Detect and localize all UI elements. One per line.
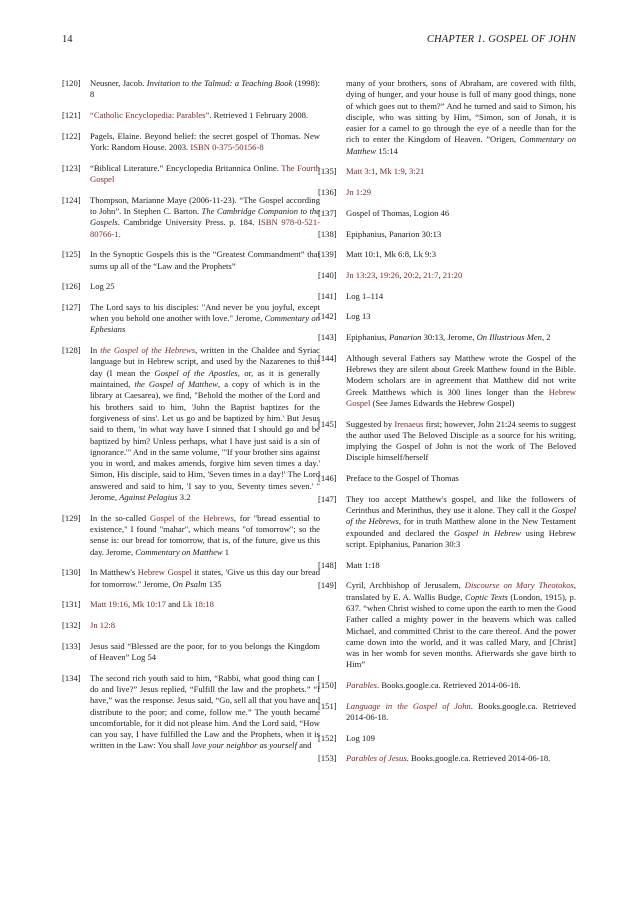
reference-text: Epiphanius, Panarion 30:13 — [346, 228, 442, 239]
reference-text: it states, 'Give us this day our bread for tomorrow." Jerome, — [90, 567, 320, 589]
reference-text: Jesus said “Blessed are the poor, for to you belongs the Kingdom of Heaven” Log 54 — [90, 640, 320, 662]
reference-number: [128] — [62, 345, 81, 356]
reference-text: They too accept Matthew's gospel, and like the followers of Cerinthus and Merinthus, they use it alone. They call it the — [346, 493, 576, 516]
reference-text: and — [165, 599, 183, 610]
reference-number: [123] — [62, 162, 81, 173]
reference-number: [150] — [318, 680, 337, 691]
reference-number: [152] — [318, 732, 337, 743]
reference-item — [318, 311, 576, 322]
reference-text: using Hebrew script. Epiphanius, Panarion 30:3 — [346, 527, 577, 549]
reference-number: [142] — [318, 311, 337, 322]
references-right-column — [318, 78, 576, 774]
reference-item — [62, 302, 320, 336]
page-header — [62, 34, 576, 50]
reference-link[interactable]: Hebrew Gospel — [137, 567, 192, 578]
reference-text: Invitation to the Talmud: a Teaching Book — [146, 78, 293, 88]
reference-text: Gospel of the Apostles — [154, 367, 238, 378]
reference-number: [122] — [62, 130, 81, 141]
reference-link[interactable]: 3:21 — [409, 166, 425, 177]
reference-text: “Biblical Literature.” Encyclopedia Britannica Online. — [90, 162, 282, 173]
reference-134-continuation — [318, 78, 576, 157]
reference-text: , — [399, 269, 404, 280]
reference-number: [151] — [318, 700, 337, 711]
reference-number: [136] — [318, 187, 337, 198]
reference-text: 1 — [222, 546, 230, 557]
reference-text: and — [296, 740, 312, 751]
reference-text: , 2 — [541, 331, 551, 342]
reference-link[interactable]: Irenaeus — [394, 418, 424, 429]
reference-text: . Books.google.ca. Retrieved 2014-06-18. — [406, 753, 551, 764]
reference-link[interactable]: Hebrew Gospel — [346, 386, 576, 408]
reference-link[interactable]: Jn 13:23 — [346, 269, 376, 280]
reference-number: [131] — [62, 599, 81, 610]
reference-item — [318, 753, 576, 764]
reference-text: Log 25 — [90, 281, 115, 292]
reference-number: [133] — [62, 640, 81, 651]
reference-text: , — [375, 166, 380, 177]
reference-link[interactable]: the Gospel of the Hebrews — [100, 345, 196, 356]
reference-number: [126] — [62, 281, 81, 292]
reference-text: Matt 10:1, Mk 6:8, Lk 9:3 — [346, 249, 436, 260]
reference-number: [148] — [318, 559, 337, 570]
reference-item — [318, 580, 576, 670]
reference-item — [62, 78, 320, 101]
reference-number: [135] — [318, 166, 337, 177]
reference-number: [124] — [62, 194, 81, 205]
reference-text: , — [404, 166, 410, 177]
reference-number: [149] — [318, 580, 337, 591]
reference-item — [318, 332, 576, 343]
reference-text: Gospel in Hebrew — [453, 527, 522, 538]
reference-link[interactable]: Language in the Gospel of John — [346, 700, 471, 711]
reference-link[interactable]: 20:2 — [403, 269, 419, 280]
reference-text: Panarion — [388, 331, 422, 342]
reference-number: [139] — [318, 249, 337, 260]
reference-text: Gospel of Thomas, Logion 46 — [346, 207, 450, 218]
continuation-text: many of your brothers, sons of Abraham, are covered with filth, dying of hunger, and your house is full of many good things, none of which goes out to them?” And he turned and said to Simon, his disciple, who was sitting by Him, “Simon, son of Jonah, it is easier for a camel to go through the eye of a needle than for the rich to enter the Kingdom of Heaven. ”Origen, — [346, 78, 576, 145]
reference-text: love your neighbor as yourself — [191, 740, 297, 751]
reference-text: The Cambridge Companion to the Gospels — [90, 205, 320, 228]
reference-text: . Cambridge University Press. p. 184. — [117, 217, 259, 228]
reference-text: Matt 1:18 — [346, 559, 380, 570]
reference-text: Coptic Texts — [464, 591, 508, 602]
reference-item — [62, 345, 320, 503]
reference-text: Commentary on Matthew — [135, 546, 223, 557]
reference-item — [62, 281, 320, 292]
reference-item — [318, 270, 576, 281]
reference-link[interactable]: Mk 10:17 — [132, 599, 166, 610]
reference-text: 3.2 — [177, 492, 191, 503]
reference-text: , translated by E. A. Wallis Budge, — [346, 580, 576, 602]
reference-link[interactable]: ISBN 0-375-50156-8 — [190, 141, 264, 152]
reference-link[interactable]: Gospel of the Hebrews — [150, 512, 234, 523]
reference-number: [134] — [62, 672, 81, 683]
reference-number: [153] — [318, 753, 337, 764]
reference-link[interactable]: The Fourth Gospel — [90, 162, 320, 184]
reference-item — [318, 733, 576, 744]
reference-link[interactable]: Lk 18:18 — [182, 599, 214, 610]
reference-number: [145] — [318, 418, 337, 429]
reference-item — [318, 249, 576, 260]
reference-text: . — [118, 228, 121, 239]
reference-text: In — [90, 345, 101, 356]
reference-text: The second rich youth said to him, “Rabbi, what good thing can I do and live?” Jesus replied, “Fulfill the law and the prophets.” “I have,” was the response. Jesus said, “Go, sell all that you have and distribute to the poor; and come, follow me.” The youth became uncomfortable, for it did not please him. And the Lord said, “How can you say, I have fulfilled the Law and the Prophets, when it is written in the Law: You shall — [90, 672, 320, 751]
reference-link[interactable]: “Catholic Encyclopedia: Parables” — [90, 109, 210, 120]
reference-text: Pagels, Elaine. Beyond belief: the secret gospel of Thomas. New York: Random House. 2003. — [90, 130, 320, 152]
reference-text: Log 1–114 — [346, 290, 384, 301]
reference-text: . Books.google.ca. Retrieved 2014-06-18. — [377, 680, 521, 691]
reference-item — [318, 701, 576, 724]
reference-text: (See James Edwards the Hebrew Gospel) — [370, 397, 515, 408]
reference-text: , for in truth Matthew alone in the New Testament expounded and declared the — [346, 516, 576, 538]
reference-item — [318, 560, 576, 571]
reference-item — [318, 419, 576, 464]
reference-text: Neusner, Jacob. — [90, 78, 147, 88]
reference-item — [318, 166, 576, 177]
reference-text: Suggested by — [346, 418, 395, 429]
reference-text: Log 13 — [346, 311, 371, 322]
reference-text: , — [418, 269, 424, 280]
reference-number: [141] — [318, 290, 337, 301]
reference-text: Gospel of the Hebrews — [346, 505, 576, 527]
continuation-tail: 15:14 — [376, 145, 398, 156]
reference-text: Cyril, Archbishop of Jerusalem, — [346, 580, 465, 591]
reference-text: In the so-called — [90, 512, 150, 523]
reference-text: 135 — [206, 578, 222, 589]
reference-item — [62, 513, 320, 558]
reference-text: . Retrieved 1 February 2008. — [209, 109, 309, 120]
reference-link[interactable]: Jn 12:8 — [90, 619, 116, 630]
reference-item — [318, 208, 576, 219]
continuation-italic: Commentary on Matthew — [346, 134, 576, 156]
reference-item — [62, 673, 320, 752]
reference-text: (1998): 8 — [90, 78, 320, 100]
reference-item — [62, 567, 320, 590]
reference-text: , a copy of which is in the library at Caesarea), we find, "Behold the mother of the Lord and his brothers said to him, 'John the Baptist baptizes for the forgiveness of sins'. Let us go and be baptized by him.' But Jesus said to them, 'in what way have I sinned that I should go and be baptized by him? Unless perhaps, what I have just said is a sin of ignorance.'" And in the same volume, "'If your brother sins against you in word, and makes amends, forgive him seven times a day.' Simon, His disciple, said to Him, 'Seven times in a day!' The Lord answered and said to him, 'I say to you, Seventy times seven.' " Jerome, — [90, 379, 320, 503]
reference-text: , — [127, 599, 133, 610]
references-left-column — [62, 78, 320, 761]
reference-text: , — [438, 269, 443, 280]
reference-link[interactable]: Parables — [346, 680, 378, 691]
reference-link[interactable]: 19:26 — [379, 269, 400, 280]
reference-item — [318, 473, 576, 484]
reference-number: [144] — [318, 352, 337, 363]
reference-text: On Illustrious Men — [476, 331, 542, 342]
reference-item — [62, 110, 320, 121]
reference-text: The Lord says to his disciples: "And never be you joyful, except when you behold one another with love." Jerome, — [90, 301, 320, 324]
reference-text: Epiphanius, — [346, 331, 389, 342]
reference-text: . Books.google.ca. Retrieved 2014-06-18. — [346, 700, 576, 723]
reference-number: [132] — [62, 619, 81, 630]
reference-number: [130] — [62, 567, 81, 578]
reference-item — [318, 680, 576, 691]
reference-text: , written in the Chaldee and Syriac language but in Hebrew script, and used by the Nazarenes to this day (I mean the — [90, 345, 321, 378]
reference-number: [140] — [318, 269, 337, 280]
reference-item — [318, 291, 576, 302]
reference-text: the Gospel of Matthew — [134, 379, 219, 390]
reference-item — [62, 599, 320, 610]
reference-link[interactable]: 21:20 — [442, 269, 463, 280]
reference-text: Log 109 — [346, 732, 375, 743]
chapter-title: CHAPTER 1. GOSPEL OF JOHN — [426, 34, 576, 45]
reference-item — [62, 249, 320, 272]
reference-number: [129] — [62, 512, 81, 523]
reference-text: Commentary on Ephesians — [90, 313, 320, 335]
reference-item — [62, 195, 320, 240]
reference-link[interactable]: Discourse on Mary Theotokos — [464, 580, 574, 591]
reference-number: [137] — [318, 207, 337, 218]
reference-link[interactable]: Jn 1:29 — [346, 187, 372, 198]
reference-number: [125] — [62, 249, 81, 260]
reference-text: Thompson, Marianne Maye (2006-11-23). “The Gospel according to John”. In Stephen C. Barton. — [90, 194, 320, 216]
reference-text: Preface to the Gospel of Thomas — [346, 473, 459, 484]
reference-text: , for "bread essential to existence," I found "mahar", which means "of tomorrow"; so the sense is: our bread for tomorrow, that is, of the future, give us this day. Jerome, — [90, 512, 320, 557]
reference-number: [120] — [62, 78, 81, 88]
reference-item — [62, 131, 320, 154]
reference-link[interactable]: Matt 19:16 — [90, 599, 128, 610]
reference-link[interactable]: Matt 3:1 — [346, 166, 376, 177]
reference-item — [318, 229, 576, 240]
reference-item — [62, 620, 320, 631]
reference-item — [318, 187, 576, 198]
page-number: 14 — [62, 34, 73, 45]
reference-text: On Psalm — [172, 578, 207, 589]
reference-item — [62, 641, 320, 664]
reference-text: In Matthew's — [90, 567, 138, 578]
reference-text: , — [375, 269, 380, 280]
reference-number: [127] — [62, 301, 81, 312]
reference-link[interactable]: 21:7 — [423, 269, 439, 280]
reference-item — [318, 494, 576, 550]
reference-link[interactable]: Mk 1:9 — [379, 166, 405, 177]
reference-number: [143] — [318, 331, 337, 342]
reference-text: In the Synoptic Gospels this is the “Greatest Commandment” that sums up all of the “Law and the Prophets” — [90, 249, 320, 271]
reference-link[interactable]: ISBN 978-0-521-80766-1 — [90, 217, 320, 239]
reference-item — [62, 163, 320, 186]
reference-number: [146] — [318, 473, 337, 484]
reference-text: first; however, John 21:24 seems to suggest the author used The Beloved Disciple as a source for his writing, implying the Gospel of John is not the work of The Beloved Disciple himself/herself — [346, 418, 576, 463]
reference-text: (London, 1915), p. 637. “when Christ wished to come upon the earth to men the Good Father called a mighty power in the heavens which was called Michael, and committed Christ to the care thereof. And the power came down into the world, and it was called Mary, and [Christ] was in her womb for seven months. Afterwards she gave birth to Him” — [346, 591, 576, 670]
reference-number: [147] — [318, 493, 337, 504]
reference-item — [318, 353, 576, 409]
reference-text: Against Pelagius — [119, 492, 178, 503]
reference-number: [138] — [318, 228, 337, 239]
reference-text: , or, as it is generally maintained, — [90, 367, 320, 390]
reference-number: [121] — [62, 109, 81, 120]
reference-text: Although several Fathers say Matthew wrote the Gospel of the Hebrews they are silent about Greek Matthew found in the Bible. Modern scholars are in agreement that Matthew did not write Greek Matthews which is 300 lines longer than the — [346, 352, 576, 397]
reference-text: 30:13, Jerome, — [421, 331, 477, 342]
reference-link[interactable]: Parables of Jesus — [346, 753, 407, 764]
